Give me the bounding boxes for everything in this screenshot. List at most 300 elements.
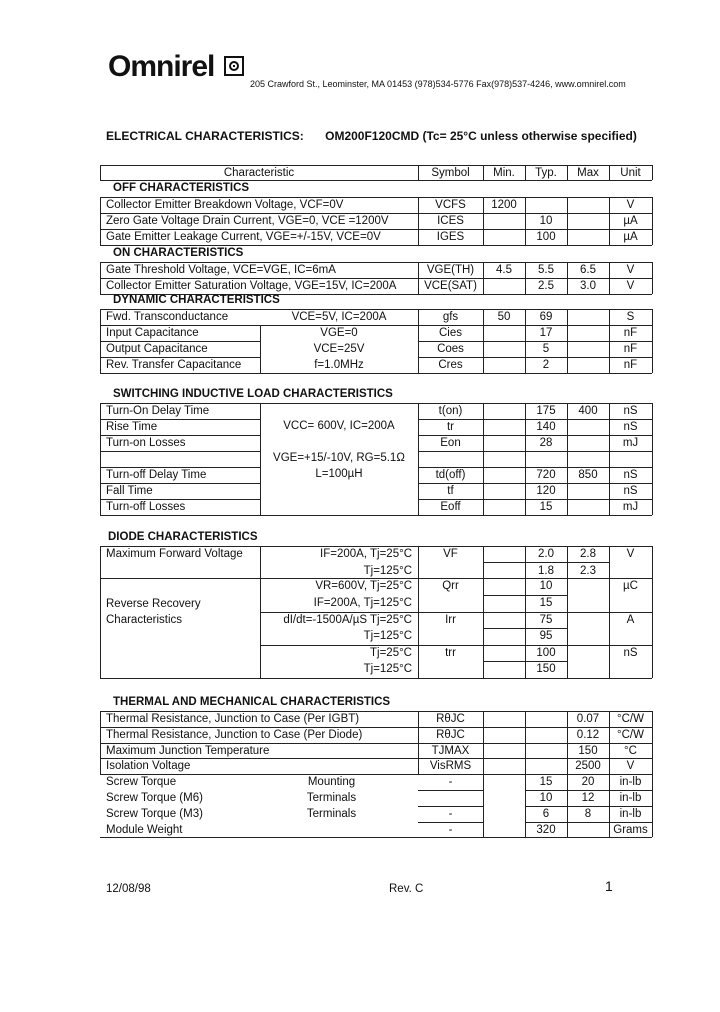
table-rule [652, 325, 653, 341]
diode-qrr-25: 10 [539, 580, 553, 592]
table-rule [418, 499, 419, 515]
table-rule [418, 515, 652, 516]
table-rule [418, 451, 419, 467]
table-rule [418, 262, 419, 278]
section-title-dynamic: DYNAMIC CHARACTERISTICS [113, 294, 280, 306]
off-row-symbol: IGES [436, 231, 465, 243]
table-rule [652, 483, 653, 499]
table-rule [652, 578, 653, 678]
table-rule [483, 357, 484, 373]
table-rule [652, 197, 653, 213]
thermal-row-unit: °C [624, 744, 637, 757]
sw-row-symbol: tf [447, 485, 454, 497]
table-rule [652, 341, 653, 357]
table-rule [483, 483, 484, 499]
off-row-typ: 10 [539, 215, 553, 227]
sw-row-characteristic: Fall Time [106, 485, 153, 497]
table-rule [418, 357, 419, 373]
table-rule [609, 743, 610, 759]
diode-fwd-unit: V [626, 548, 635, 560]
table-rule [567, 165, 568, 180]
sw-row-unit: mJ [622, 501, 639, 513]
thermal-row-unit: V [626, 760, 635, 773]
table-rule [260, 515, 418, 516]
col-header-unit: Unit [620, 167, 641, 179]
table-rule [418, 467, 419, 483]
table-rule [418, 403, 419, 419]
table-rule [567, 213, 568, 229]
table-rule [483, 806, 484, 822]
sw-row-symbol: t(on) [438, 405, 463, 417]
table-rule [418, 341, 419, 357]
table-rule [418, 546, 419, 578]
table-rule [100, 467, 101, 483]
thermal-row-max: 12 [581, 792, 595, 804]
table-rule [567, 546, 568, 578]
diode-qrr-unit: µC [623, 580, 638, 592]
table-rule [483, 727, 484, 743]
diode-fwd-cond-125: Tj=125°C [363, 565, 412, 577]
dyn-row-unit: nF [623, 359, 638, 371]
thermal-row-typ: 10 [539, 792, 553, 804]
table-rule [418, 758, 419, 774]
table-rule [609, 822, 610, 838]
thermal-row-condition: Mounting [307, 776, 356, 789]
diode-rr-condition: VR=600V, Tj=25°C [315, 580, 412, 592]
table-rule [567, 822, 568, 838]
table-rule [100, 578, 101, 678]
table-rule [652, 165, 653, 180]
table-rule [609, 325, 610, 341]
table-rule [483, 262, 484, 278]
table-rule [609, 435, 610, 451]
table-rule [483, 341, 484, 357]
table-rule [525, 419, 526, 435]
table-rule [525, 435, 526, 451]
table-rule [260, 612, 652, 613]
table-rule [652, 806, 653, 822]
table-rule [567, 262, 568, 278]
dyn-row-typ: 2 [542, 359, 550, 371]
thermal-row-characteristic: Isolation Voltage [106, 760, 191, 773]
table-rule [483, 403, 484, 419]
table-rule [418, 309, 419, 325]
on-row-symbol: VCE(SAT) [424, 280, 477, 292]
thermal-row-max: 150 [578, 744, 598, 757]
table-rule [567, 758, 568, 774]
company-address: 205 Crawford St., Leominster, MA 01453 (978)534-5776 Fax(978)537-4246, www.omnirel.com [250, 79, 626, 89]
table-rule [609, 357, 610, 373]
diode-rr-condition: Tj=25°C [370, 647, 412, 659]
sw-row-max: 850 [578, 469, 598, 481]
table-rule [260, 341, 261, 357]
dyn-row-min: 50 [497, 311, 511, 323]
table-rule [418, 743, 419, 759]
thermal-row-unit: °C/W [617, 728, 644, 741]
table-rule [100, 165, 101, 180]
table-rule [525, 822, 526, 838]
off-row-unit: µA [623, 215, 638, 227]
table-rule [100, 213, 101, 229]
diode-rr-characteristic-2: Characteristics [106, 614, 183, 626]
col-header-typ: Typ. [535, 167, 557, 179]
table-rule [652, 357, 653, 373]
table-rule [609, 727, 610, 743]
off-row-symbol: ICES [437, 215, 464, 227]
on-row-max: 3.0 [580, 280, 596, 292]
table-rule [260, 546, 261, 578]
table-rule [483, 451, 484, 467]
table-rule [483, 435, 484, 451]
table-rule [100, 499, 101, 515]
table-rule [418, 278, 419, 294]
table-rule [483, 546, 484, 578]
table-rule [260, 483, 261, 499]
sw-condition-vge: VGE=+15/-10V, RG=5.1Ω [273, 452, 405, 464]
table-rule [100, 325, 101, 341]
table-rule [652, 229, 653, 245]
sw-row-unit: nS [623, 485, 638, 497]
sw-row-typ: 720 [536, 469, 556, 481]
table-rule [100, 309, 101, 325]
table-rule [418, 790, 483, 791]
table-rule [652, 727, 653, 743]
table-rule [483, 711, 484, 727]
col-header-characteristic: Characteristic [223, 167, 295, 179]
table-rule [483, 790, 484, 806]
table-rule [100, 515, 260, 516]
dyn-row-characteristic: Rev. Transfer Capacitance [106, 359, 242, 371]
table-rule [525, 403, 526, 419]
col-header-symbol: Symbol [431, 167, 470, 179]
table-rule [652, 822, 653, 838]
table-rule [100, 197, 101, 213]
table-rule [483, 213, 484, 229]
diode-qrr-symbol: Qrr [442, 580, 459, 592]
table-rule [100, 262, 101, 278]
table-rule [100, 341, 101, 357]
section-title-switching: SWITCHING INDUCTIVE LOAD CHARACTERISTICS [113, 388, 393, 400]
sw-row-max: 400 [578, 405, 598, 417]
table-rule [100, 711, 101, 727]
table-rule [609, 806, 610, 822]
table-rule [418, 165, 419, 180]
dyn-row-characteristic: Output Capacitance [106, 343, 208, 355]
table-rule [418, 727, 419, 743]
table-rule [609, 711, 610, 727]
thermal-row-characteristic: Maximum Junction Temperature [106, 744, 270, 757]
diode-irr-25: 75 [539, 614, 553, 626]
table-rule [418, 213, 419, 229]
table-rule [525, 357, 526, 373]
table-rule [100, 451, 260, 452]
table-rule [483, 325, 484, 341]
table-rule [567, 483, 568, 499]
brand-logo: Omnirel [108, 50, 215, 83]
sw-row-characteristic: Turn-on Losses [106, 437, 186, 449]
off-row-min: 1200 [491, 199, 517, 211]
thermal-row-symbol: - [448, 776, 453, 789]
table-rule [418, 578, 419, 678]
table-rule [525, 743, 526, 759]
table-rule [483, 309, 484, 325]
off-row-unit: µA [623, 231, 638, 243]
table-rule [609, 546, 610, 578]
sw-row-typ: 120 [536, 485, 556, 497]
table-rule [100, 727, 101, 743]
table-rule [567, 419, 568, 435]
table-rule [483, 278, 484, 294]
table-rule [609, 467, 610, 483]
dyn-row-characteristic: Fwd. Transconductance [106, 311, 229, 323]
diode-fwd-symbol: VF [443, 548, 458, 560]
sw-row-typ: 175 [536, 405, 556, 417]
table-rule [483, 197, 484, 213]
thermal-row-max: 8 [584, 807, 592, 820]
table-rule [567, 435, 568, 451]
table-rule [483, 774, 484, 790]
table-rule [567, 711, 568, 727]
table-rule [418, 419, 419, 435]
table-rule [483, 229, 484, 245]
off-row-unit: V [626, 199, 635, 211]
dyn-row-condition: VCE=5V, IC=200A [291, 311, 387, 323]
dyn-row-symbol: Cres [438, 359, 463, 371]
table-rule [100, 278, 101, 294]
table-rule [260, 325, 261, 341]
table-rule [483, 562, 609, 563]
table-rule [525, 197, 526, 213]
table-rule [418, 435, 419, 451]
table-rule [260, 435, 261, 451]
table-rule [100, 837, 652, 838]
table-rule [652, 403, 653, 419]
table-rule [260, 403, 261, 419]
diode-irr-unit: A [626, 614, 635, 626]
sw-row-symbol: Eoff [440, 501, 461, 513]
dyn-row-condition: VCE=25V [313, 343, 365, 355]
thermal-row-symbol: RθJC [436, 713, 465, 725]
table-rule [525, 467, 526, 483]
table-rule [525, 325, 526, 341]
table-rule [525, 165, 526, 180]
table-rule [609, 774, 610, 790]
table-rule [609, 578, 610, 678]
table-rule [260, 373, 418, 374]
table-rule [100, 229, 101, 245]
thermal-row-typ: 320 [536, 823, 556, 836]
table-rule [525, 578, 526, 678]
table-rule [525, 774, 526, 790]
sw-row-symbol: Eon [440, 437, 461, 449]
on-row-characteristic: Collector Emitter Saturation Voltage, VGE=15V, IC=200A [106, 280, 397, 292]
dyn-row-unit: S [626, 311, 635, 323]
table-rule [609, 451, 610, 467]
thermal-row-max: 0.12 [576, 728, 600, 741]
thermal-row-unit: Grams [613, 823, 648, 836]
sw-row-characteristic: Turn-off Losses [106, 501, 186, 513]
title-label: ELECTRICAL CHARACTERISTICS: [106, 129, 304, 143]
part-number: OM200F120CMD [325, 129, 420, 143]
table-rule [567, 403, 568, 419]
on-row-characteristic: Gate Threshold Voltage, VCE=VGE, IC=6mA [106, 264, 336, 276]
sw-row-typ: 28 [539, 437, 553, 449]
table-rule [567, 790, 568, 806]
thermal-row-characteristic: Screw Torque [106, 776, 177, 789]
thermal-row-unit: in-lb [619, 792, 642, 804]
table-rule [609, 341, 610, 357]
table-rule [609, 213, 610, 229]
table-rule [609, 262, 610, 278]
table-rule [652, 467, 653, 483]
table-rule [100, 403, 101, 419]
table-rule [100, 678, 652, 679]
thermal-row-max: 0.07 [576, 713, 600, 725]
diode-fwd-cond-25: IF=200A, Tj=25°C [320, 548, 412, 560]
diode-fwd-characteristic: Maximum Forward Voltage [106, 548, 243, 560]
diode-trr-25: 100 [536, 647, 556, 659]
table-rule [567, 806, 568, 822]
table-rule [100, 451, 101, 467]
sw-row-unit: nS [623, 405, 638, 417]
table-rule [652, 262, 653, 278]
section-title-off: OFF CHARACTERISTICS [113, 182, 250, 194]
on-row-typ: 2.5 [538, 280, 554, 292]
section-title-thermal: THERMAL AND MECHANICAL CHARACTERISTICS [113, 696, 391, 708]
dyn-row-typ: 17 [539, 327, 553, 339]
off-row-symbol: VCFS [435, 199, 466, 211]
table-rule [260, 645, 652, 646]
diode-qrr-125: 15 [539, 597, 553, 609]
table-rule [483, 467, 484, 483]
thermal-row-characteristic: Thermal Resistance, Junction to Case (Per Diode) [106, 728, 363, 741]
diode-rr-characteristic-1: Reverse Recovery [106, 598, 201, 610]
diode-fwd-max-125: 2.3 [580, 565, 596, 577]
dyn-row-unit: nF [623, 343, 638, 355]
thermal-row-max: 20 [581, 776, 595, 789]
sw-row-unit: nS [623, 421, 638, 433]
table-rule [100, 373, 260, 374]
table-rule [483, 419, 484, 435]
on-row-min: 4.5 [496, 264, 512, 276]
table-rule [525, 790, 526, 806]
table-rule [260, 357, 261, 373]
thermal-row-symbol: RθJC [436, 728, 465, 741]
table-rule [567, 451, 568, 467]
table-rule [100, 435, 101, 451]
table-rule [609, 309, 610, 325]
sw-condition-vcc: VCC= 600V, IC=200A [283, 420, 395, 432]
table-rule [652, 309, 653, 325]
diode-fwd-typ-125: 1.8 [538, 565, 554, 577]
table-rule [418, 373, 652, 374]
thermal-row-characteristic: Screw Torque (M3) [106, 807, 203, 820]
section-title-diode: DIODE CHARACTERISTICS [108, 531, 258, 543]
table-rule [567, 743, 568, 759]
sw-row-symbol: td(off) [435, 469, 466, 481]
table-rule [609, 499, 610, 515]
table-rule [567, 774, 568, 790]
table-rule [525, 483, 526, 499]
sw-row-symbol: tr [446, 421, 455, 433]
dyn-row-characteristic: Input Capacitance [106, 327, 199, 339]
thermal-row-condition: Terminals [306, 792, 357, 804]
table-rule [652, 451, 653, 467]
section-title-on: ON CHARACTERISTICS [113, 247, 244, 259]
col-header-max: Max [577, 167, 599, 179]
table-rule [418, 451, 652, 452]
thermal-row-condition: Terminals [306, 807, 357, 820]
table-rule [567, 467, 568, 483]
diode-fwd-max-25: 2.8 [580, 548, 596, 560]
diode-trr-unit: nS [623, 647, 638, 659]
thermal-row-max: 2500 [575, 760, 601, 773]
table-rule [483, 758, 484, 774]
table-rule [652, 435, 653, 451]
table-rule [418, 197, 419, 213]
sw-row-characteristic: Rise Time [106, 421, 158, 433]
table-rule [100, 357, 101, 373]
thermal-row-symbol: TJMAX [431, 744, 470, 757]
dyn-row-condition: VGE=0 [320, 327, 358, 339]
table-rule [609, 165, 610, 180]
table-rule [609, 483, 610, 499]
off-row-typ: 100 [536, 231, 556, 243]
sw-condition-l: L=100µH [315, 468, 363, 480]
diode-rr-condition: IF=200A, Tj=125°C [313, 597, 412, 609]
sw-row-characteristic: Turn-On Delay Time [106, 405, 210, 417]
table-rule [652, 546, 653, 578]
table-rule [100, 483, 101, 499]
table-rule [418, 325, 419, 341]
table-rule [483, 743, 484, 759]
on-row-max: 6.5 [580, 264, 596, 276]
table-rule [100, 758, 101, 774]
table-rule [652, 213, 653, 229]
diode-irr-125: 95 [539, 630, 553, 642]
sw-row-unit: mJ [622, 437, 639, 449]
table-rule [609, 278, 610, 294]
thermal-row-unit: °C/W [617, 713, 644, 725]
thermal-row-unit: in-lb [619, 807, 642, 820]
table-rule [525, 499, 526, 515]
table-rule [525, 727, 526, 743]
thermal-row-symbol: - [448, 823, 453, 836]
on-row-unit: V [626, 264, 635, 276]
table-rule [483, 822, 484, 838]
table-rule [652, 278, 653, 294]
table-rule [567, 309, 568, 325]
table-rule [525, 278, 526, 294]
thermal-row-characteristic: Screw Torque (M6) [106, 792, 203, 804]
diode-trr-symbol: trr [445, 647, 456, 659]
table-rule [609, 197, 610, 213]
table-rule [418, 229, 419, 245]
table-rule [567, 341, 568, 357]
table-rule [525, 546, 526, 578]
table-rule [652, 743, 653, 759]
table-rule [260, 578, 261, 678]
table-rule [609, 758, 610, 774]
footer-date: 12/08/98 [106, 883, 151, 895]
table-rule [609, 419, 610, 435]
off-row-characteristic: Gate Emitter Leakage Current, VGE=+/-15V, VCE=0V [106, 231, 381, 243]
table-rule [652, 499, 653, 515]
table-rule [525, 451, 526, 467]
table-rule [525, 711, 526, 727]
diode-rr-condition: Tj=125°C [363, 663, 412, 675]
table-rule [567, 229, 568, 245]
